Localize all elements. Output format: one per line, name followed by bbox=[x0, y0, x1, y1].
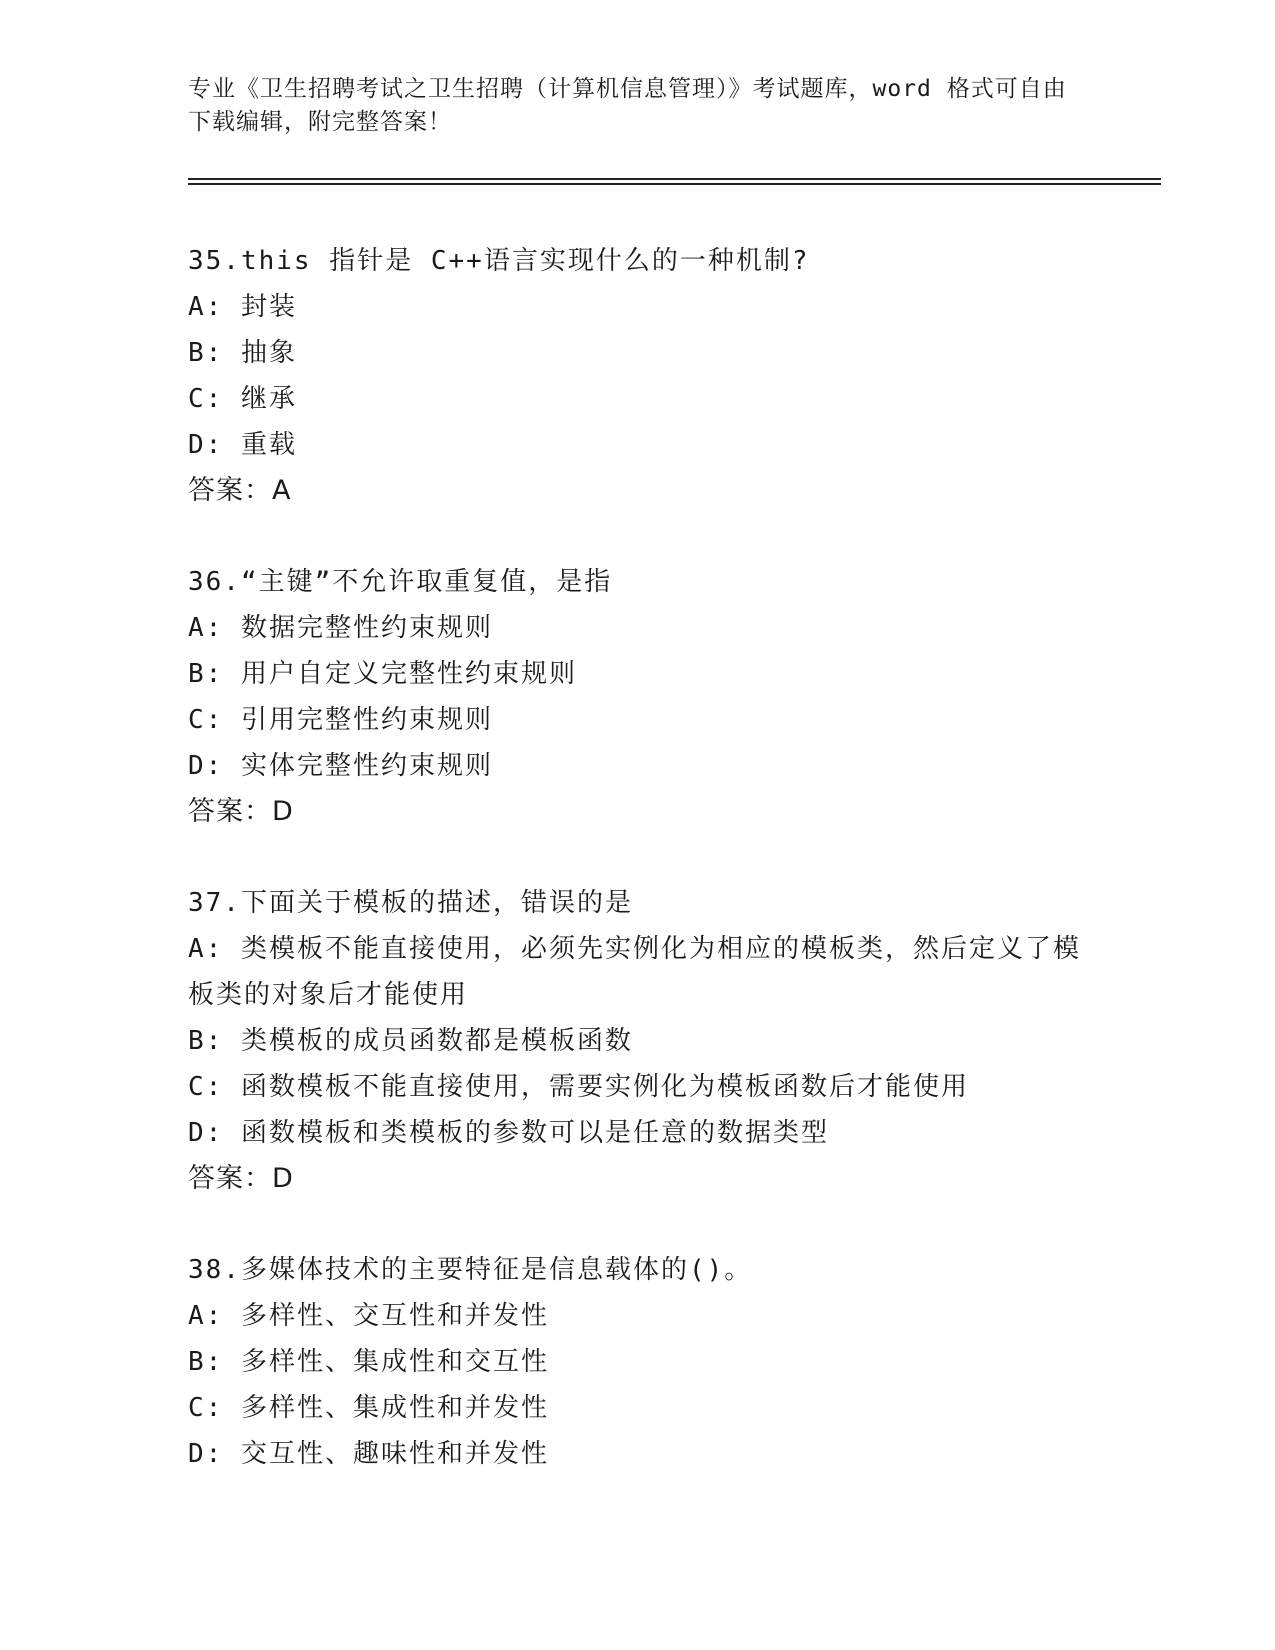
question-stem: 35.this 指针是 C++语言实现什么的一种机制? bbox=[188, 246, 810, 276]
question-list bbox=[188, 238, 1088, 1522]
option-b: B: 类模板的成员函数都是模板函数 bbox=[188, 1026, 633, 1056]
option-b: B: 多样性、集成性和交互性 bbox=[188, 1347, 549, 1377]
answer-line: 答案：A bbox=[188, 475, 292, 506]
option-a: A: 封装 bbox=[188, 292, 297, 322]
option-b: B: 抽象 bbox=[188, 338, 297, 368]
header-divider-top bbox=[188, 178, 1161, 180]
answer-line: 答案：D bbox=[188, 1163, 294, 1194]
header-divider-bottom bbox=[188, 183, 1161, 185]
option-d: D: 重载 bbox=[188, 430, 297, 460]
option-b: B: 用户自定义完整性约束规则 bbox=[188, 659, 577, 689]
option-a: A: 多样性、交互性和并发性 bbox=[188, 1301, 549, 1331]
answer-line: 答案：D bbox=[188, 796, 294, 827]
question-stem: 38.多媒体技术的主要特征是信息载体的()。 bbox=[188, 1255, 753, 1285]
question-stem: 36.“主键”不允许取重复值，是指 bbox=[188, 567, 613, 597]
question-38 bbox=[188, 1247, 1088, 1477]
document-header: 专业《卫生招聘考试之卫生招聘（计算机信息管理）》考试题库，word 格式可自由下载编辑，附完整答案！ bbox=[188, 76, 1067, 135]
question-37 bbox=[188, 880, 1088, 1202]
option-d: D: 实体完整性约束规则 bbox=[188, 751, 493, 781]
option-a: A: 类模板不能直接使用，必须先实例化为相应的模板类，然后定义了模板类的对象后才能使用 bbox=[188, 934, 1081, 1010]
question-stem: 37.下面关于模板的描述，错误的是 bbox=[188, 888, 633, 918]
option-c: C: 继承 bbox=[188, 384, 297, 414]
question-35 bbox=[188, 238, 1088, 514]
option-c: C: 函数模板不能直接使用，需要实例化为模板函数后才能使用 bbox=[188, 1072, 969, 1102]
option-d: D: 函数模板和类模板的参数可以是任意的数据类型 bbox=[188, 1118, 829, 1148]
option-d: D: 交互性、趣味性和并发性 bbox=[188, 1439, 549, 1469]
option-a: A: 数据完整性约束规则 bbox=[188, 613, 493, 643]
option-c: C: 多样性、集成性和并发性 bbox=[188, 1393, 549, 1423]
option-c: C: 引用完整性约束规则 bbox=[188, 705, 493, 735]
question-36 bbox=[188, 559, 1088, 835]
